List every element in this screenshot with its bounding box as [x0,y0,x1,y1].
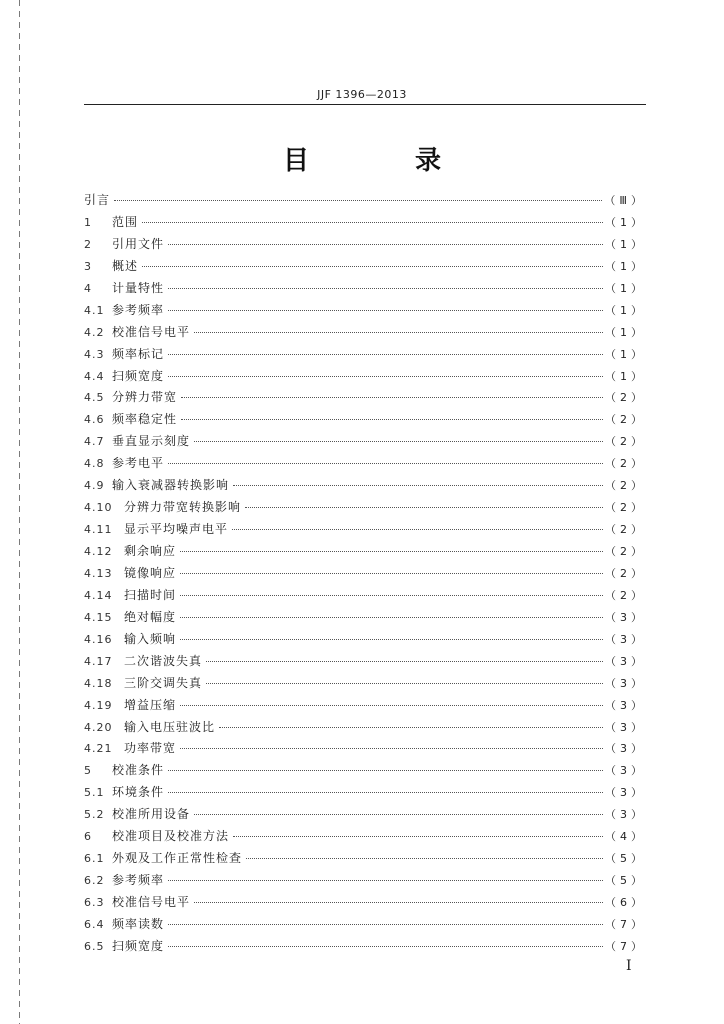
toc-entry-page: （3） [605,764,646,778]
toc-entry-page: （5） [605,852,646,866]
toc-entry[interactable] [84,936,646,958]
toc-entry-label: 校准项目及校准方法 [112,829,230,844]
toc-entry-page: （3） [605,610,646,624]
toc-entry-label: 环境条件 [112,785,165,800]
toc-leader-dots [245,506,603,508]
toc-leader-dots [194,901,603,903]
toc-entry-page: （Ⅲ） [604,194,646,207]
toc-entry-page: （2） [605,435,646,449]
toc-entry-number: 4.19 [84,698,113,712]
toc-leader-dots [181,396,603,398]
toc-entry-number: 4.4 [84,369,105,383]
toc-entry[interactable] [84,212,646,234]
toc-entry-number: 5.2 [84,808,105,822]
toc-entry-number: 5 [84,764,92,778]
toc-entry[interactable] [84,300,646,322]
toc-entry-number: 4.12 [84,545,113,558]
toc-entry-page: （1） [605,303,646,317]
toc-entry-label: 垂直显示刻度 [112,434,191,449]
toc-entry[interactable] [84,717,646,739]
toc-entry[interactable] [84,344,646,366]
toc-entry-label: 校准所用设备 [112,807,191,822]
toc-entry-page: （1） [605,237,646,251]
toc-entry[interactable] [84,738,646,760]
toc-entry-number: 4.1 [84,303,105,317]
toc-entry[interactable] [84,541,646,563]
toc-leader-dots [181,418,603,420]
toc-entry-page: （3） [605,632,646,646]
toc-entry-number: 4 [84,281,92,295]
page-number: Ⅰ [626,958,632,974]
toc-entry-number: 4.8 [84,457,105,471]
toc-entry-label: 扫频宽度 [112,368,165,383]
toc-leader-dots [168,945,603,947]
toc-entry-page: （3） [605,698,646,712]
toc-entry-page: （1） [605,325,646,339]
toc-entry-page: （6） [605,896,646,909]
toc-entry-label: 引言 [84,193,111,207]
toc-entry-number: 4.21 [84,742,113,756]
toc-entry[interactable] [84,673,646,695]
toc-entry-number: 4.13 [84,566,113,580]
toc-entry-label: 引用文件 [112,236,165,251]
toc-entry[interactable] [84,497,646,519]
toc-entry-label: 参考频率 [112,873,165,888]
toc-entry[interactable] [84,695,646,717]
toc-entry-label: 扫频宽度 [112,938,165,953]
toc-entry-label: 校准信号电平 [112,324,191,339]
toc-entry-label: 功率带宽 [124,741,177,756]
toc-entry-number: 6.1 [84,852,105,866]
toc-entry-label: 频率读数 [112,916,165,931]
toc-entry-page: （2） [605,391,646,405]
toc-entry-label: 输入电压驻波比 [124,719,216,734]
toc-entry[interactable] [84,366,646,388]
toc-leader-dots [168,791,603,793]
toc-entry[interactable] [84,870,646,892]
toc-leader-dots [168,769,603,771]
toc-entry-number: 6 [84,830,92,844]
toc-entry-number: 4.6 [84,413,105,427]
toc-leader-dots [142,265,603,267]
toc-entry[interactable] [84,322,646,344]
toc-leader-dots [233,484,603,486]
toc-leader-dots [168,375,603,377]
toc-entry-page: （3） [605,654,646,668]
toc-entry[interactable] [84,760,646,782]
toc-entry[interactable] [84,387,646,409]
toc-leader-dots [168,309,603,311]
toc-entry-page: （2） [605,479,646,493]
toc-entry-page: （2） [605,566,646,580]
toc-entry-number: 6.5 [84,939,105,953]
toc-entry[interactable] [84,563,646,585]
toc-entry-number: 4.16 [84,632,113,646]
toc-entry[interactable] [84,234,646,256]
toc-entry-page: （7） [605,939,646,953]
toc-entry[interactable] [84,651,646,673]
toc-entry-page: （7） [605,917,646,931]
toc-entry[interactable] [84,892,646,914]
toc-entry[interactable] [84,190,646,212]
toc-entry-number: 4.11 [84,523,113,537]
toc-entry-page: （1） [605,215,646,229]
toc-entry-label: 频率稳定性 [112,412,178,427]
toc-entry-number: 3 [84,259,92,273]
toc-entry-page: （2） [605,501,646,515]
toc-entry-number: 4.17 [84,654,113,668]
toc-entry-label: 三阶交调失真 [124,675,203,690]
toc-entry-label: 范围 [112,214,139,229]
toc-entry-number: 6.4 [84,917,105,931]
toc-leader-dots [180,616,603,618]
toc-entry[interactable] [84,782,646,804]
standard-code: JJF 1396—2013 [317,88,407,101]
toc-entry-label: 计量特性 [112,280,165,295]
toc-leader-dots [194,331,603,333]
toc-entry-number: 4.7 [84,435,105,449]
toc-entry-number: 4.10 [84,501,113,515]
toc-entry-page: （3） [605,808,646,822]
toc-entry-label: 输入频响 [124,631,177,646]
toc-entry-label: 概述 [112,258,139,273]
toc-entry-page: （1） [605,369,646,383]
toc-entry[interactable] [84,914,646,936]
toc-entry-label: 校准信号电平 [112,895,191,909]
toc-leader-dots [180,550,603,552]
toc-leader-dots [194,813,603,815]
toc-entry-number: 4.15 [84,610,113,624]
toc-entry-page: （5） [605,874,646,888]
toc-leader-dots [180,704,603,706]
page-title: 目 录 [282,146,481,176]
toc-entry-label: 显示平均噪声电平 [124,522,229,537]
toc-entry[interactable] [84,607,646,629]
toc-entry[interactable] [84,629,646,651]
header-rule [84,104,646,105]
toc-entry[interactable] [84,826,646,848]
toc-entry-label: 分辨力带宽 [112,390,178,405]
toc-leader-dots [206,660,603,662]
toc-entry[interactable] [84,431,646,453]
toc-entry-number: 4.3 [84,347,105,361]
toc-leader-dots [180,572,603,574]
toc-leader-dots [168,879,603,881]
toc-leader-dots [206,682,603,684]
toc-leader-dots [168,353,603,355]
toc-entry-label: 输入衰减器转换影响 [112,478,230,493]
toc-entry-page: （3） [605,676,646,690]
toc-leader-dots [180,747,603,749]
toc-entry-number: 4.5 [84,391,105,405]
toc-leader-dots [180,638,603,640]
toc-leader-dots [168,243,603,245]
toc-leader-dots [180,594,603,596]
toc-entry-label: 镜像响应 [124,565,177,580]
toc-entry-number: 2 [84,237,92,251]
toc-leader-dots [168,923,603,925]
toc-leader-dots [194,440,603,442]
toc-entry-page: （3） [605,720,646,734]
toc-entry-number: 4.9 [84,479,105,493]
toc-entry-page: （2） [605,545,646,558]
toc-entry-number: 4.14 [84,588,113,602]
toc-entry-page: （4） [605,830,646,844]
toc-entry-number: 1 [84,215,92,229]
toc-entry-label: 二次谐波失真 [124,653,203,668]
toc-entry[interactable] [84,453,646,475]
toc-leader-dots [114,199,602,201]
toc-entry[interactable] [84,256,646,278]
toc-entry-label: 绝对幅度 [124,609,177,624]
toc-entry-label: 参考频率 [112,302,165,317]
toc-entry-page: （3） [605,742,646,756]
toc-entry-page: （1） [605,259,646,273]
toc-leader-dots [232,528,603,530]
table-of-contents [84,190,646,958]
toc-leader-dots [233,835,603,837]
toc-entry-number: 6.2 [84,874,105,888]
toc-entry-label: 扫描时间 [124,587,177,602]
toc-entry-page: （2） [605,588,646,602]
toc-entry-page: （2） [605,413,646,427]
toc-entry-number: 5.1 [84,786,105,800]
toc-entry[interactable] [84,519,646,541]
toc-entry-number: 4.20 [84,720,113,734]
toc-entry-label: 校准条件 [112,763,165,778]
toc-entry-label: 外观及工作正常性检查 [112,851,243,866]
toc-leader-dots [142,221,603,223]
toc-entry-page: （2） [605,523,646,537]
toc-entry-page: （1） [605,347,646,361]
toc-entry-label: 参考电平 [112,456,165,471]
toc-entry-page: （2） [605,457,646,471]
toc-leader-dots [219,726,603,728]
toc-entry[interactable] [84,804,646,826]
toc-entry-label: 剩余响应 [124,544,177,558]
toc-entry[interactable] [84,278,646,300]
toc-entry[interactable] [84,848,646,870]
toc-leader-dots [168,462,603,464]
toc-leader-dots [168,287,603,289]
toc-entry-number: 4.2 [84,325,105,339]
toc-entry[interactable] [84,475,646,497]
toc-entry-number: 6.3 [84,896,105,909]
toc-entry[interactable] [84,585,646,607]
toc-leader-dots [246,857,603,859]
toc-entry-label: 分辨力带宽转换影响 [124,500,242,515]
toc-entry-label: 频率标记 [112,346,165,361]
toc-entry-page: （3） [605,786,646,800]
toc-entry-number: 4.18 [84,676,113,690]
toc-entry-label: 增益压缩 [124,697,177,712]
toc-entry-page: （1） [605,281,646,295]
toc-entry[interactable] [84,409,646,431]
